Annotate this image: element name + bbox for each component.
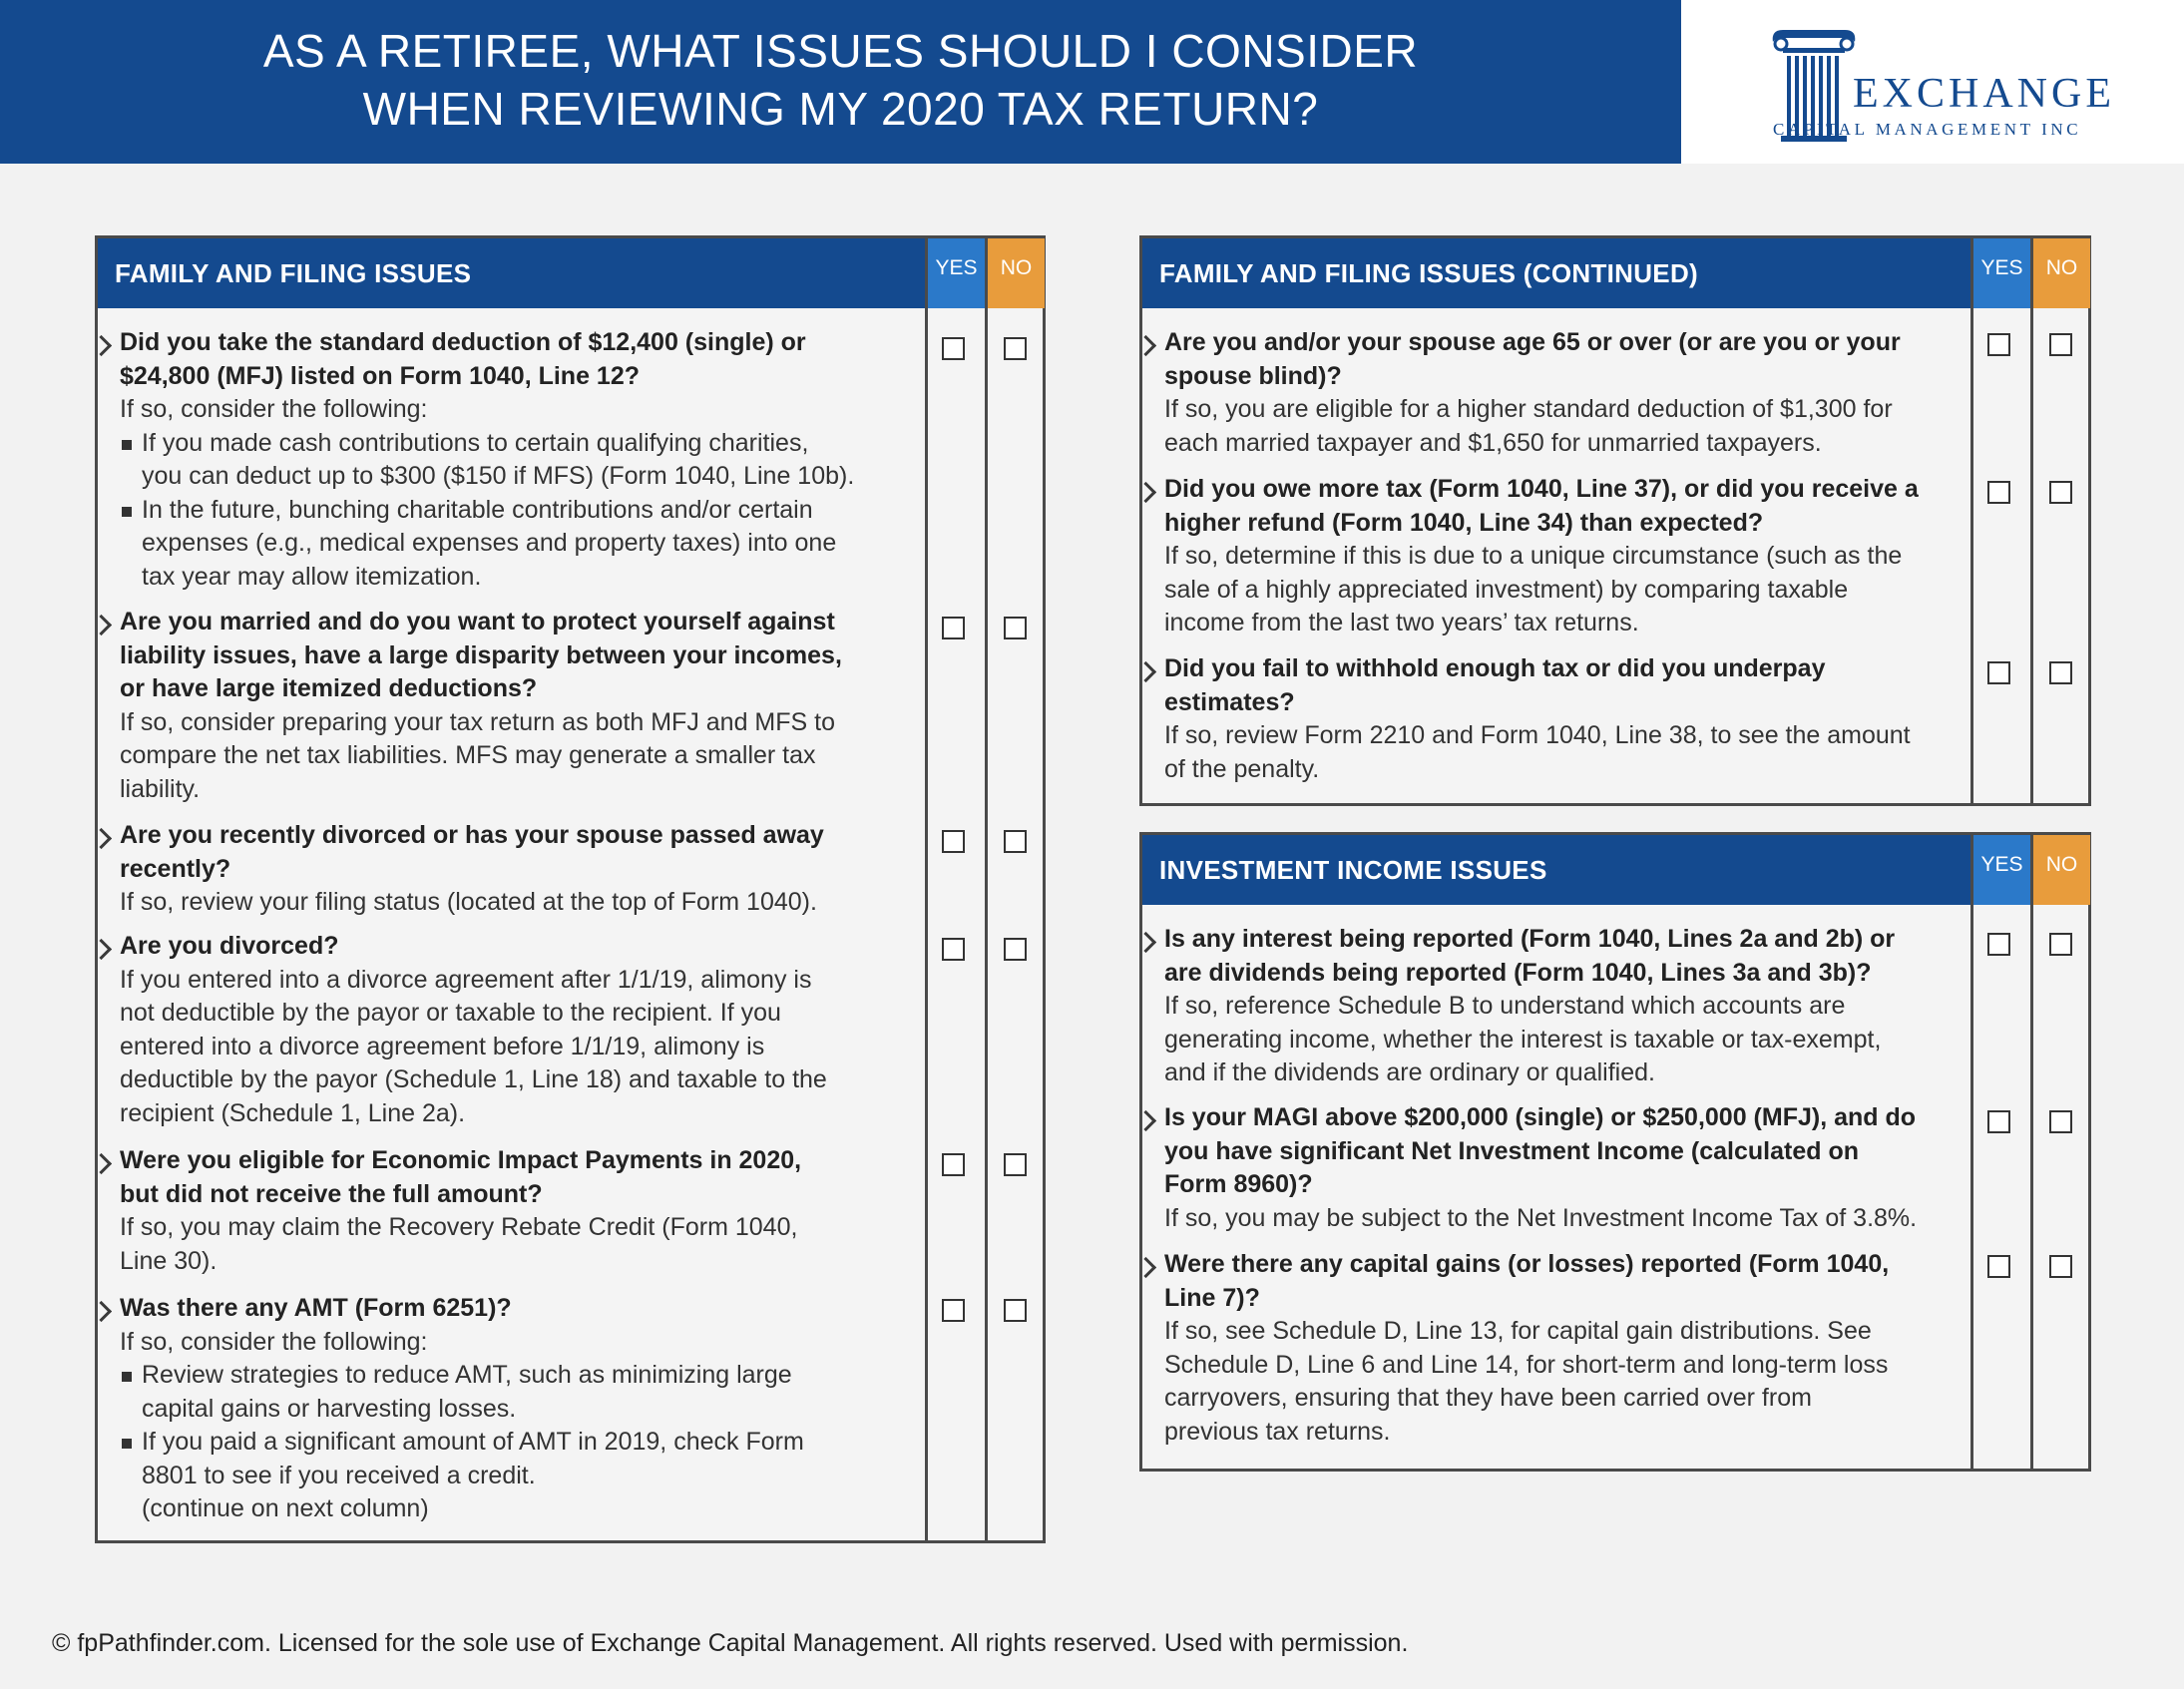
no-checkbox[interactable]	[1004, 337, 1027, 360]
question-married-filing: Are you married and do you want to protect yourself against liability issues, have a large disparity between your incomes, or have large itemized deductions? If so, consider preparing your tax return as both MFJ and MFS to compare the net tax liabilities. MFS may generate a smaller tax liability.	[120, 608, 842, 803]
question-standard-deduction: Did you take the standard deduction of $12,400 (single) or $24,800 (MFJ) listed on Form 1040, Line 12? If so, consider the following: If you made cash contributions to certain qualifying charities, you can deduct up to $300 ($150 if MFS) (Form 1040, Line 10b). In the future, bunching charitable contributions and/or certain expenses (e.g., medical expenses and property taxes) into one tax year may allow itemization.	[120, 326, 854, 594]
chevron-right-icon	[1135, 1110, 1156, 1131]
bullet-item: In the future, bunching charitable contributions and/or certain expenses (e.g., medical expenses and property taxes) into one tax year may allow itemization.	[120, 494, 854, 595]
question-interest-dividends: Is any interest being reported (Form 1040, Lines 2a and 2b) or are dividends being reported (Form 1040, Lines 3a and 3b)? If so, reference Schedule B to understand which accounts are generating income, whether the interest is taxable or tax-exempt, and if the dividends are ordinary or qualified.	[1164, 925, 1896, 1086]
yes-checkbox[interactable]	[942, 1299, 965, 1322]
yes-column-header: YES	[1973, 238, 2030, 308]
chevron-right-icon	[1135, 335, 1156, 356]
no-column-header: NO	[2033, 835, 2090, 905]
question-economic-impact: Were you eligible for Economic Impact Payments in 2020, but did not receive the full amount? If so, you may claim the Recovery Rebate Credit (Form 1040, Line 30).	[120, 1146, 802, 1275]
column-divider	[2030, 238, 2033, 803]
no-checkbox[interactable]	[1004, 1299, 1027, 1322]
yes-checkbox[interactable]	[942, 337, 965, 360]
no-checkbox[interactable]	[1004, 1153, 1027, 1176]
no-checkbox[interactable]	[1004, 617, 1027, 639]
no-checkbox[interactable]	[1004, 938, 1027, 961]
bullet-item: If you made cash contributions to certain qualifying charities, you can deduct up to $300 ($150 if MFS) (Form 1040, Line 10b).	[120, 427, 854, 494]
chevron-right-icon	[1135, 661, 1156, 682]
no-checkbox[interactable]	[2049, 1110, 2072, 1133]
panel-header	[1142, 835, 2088, 905]
panel-title: FAMILY AND FILING ISSUES (CONTINUED)	[1159, 258, 1698, 288]
question-owe-more-tax: Did you owe more tax (Form 1040, Line 37), or did you receive a higher refund (Form 1040, Line 34) than expected? If so, determine if this is due to a unique circumstance (such as the sale of a highly appreciated investment) by comparing taxable income from the last two years’ tax returns.	[1164, 475, 1919, 636]
question-withholding: Did you fail to withhold enough tax or did you underpay estimates? If so, review Form 2210 and Form 1040, Line 38, to see the amount of the penalty.	[1164, 654, 1911, 783]
logo-subtitle: CAPITAL MANAGEMENT INC	[1773, 120, 2082, 139]
panel-title: INVESTMENT INCOME ISSUES	[1159, 855, 1547, 885]
no-column-header: NO	[988, 238, 1045, 308]
chevron-right-icon	[91, 828, 112, 849]
no-checkbox[interactable]	[2049, 661, 2072, 684]
chevron-right-icon	[1135, 482, 1156, 503]
column-divider	[985, 238, 988, 1540]
yes-checkbox[interactable]	[1987, 1110, 2010, 1133]
yes-checkbox[interactable]	[1987, 661, 2010, 684]
family-filing-panel	[95, 235, 1046, 1543]
chevron-right-icon	[1135, 1257, 1156, 1278]
copyright-footer: © fpPathfinder.com. Licensed for the sole use of Exchange Capital Management. All rights reserved. Used with permission.	[52, 1629, 1409, 1657]
question-magi: Is your MAGI above $200,000 (single) or $250,000 (MFJ), and do you have significant Net Investment Income (calculated on Form 8960)? If so, you may be subject to the Net Investment Income Tax of 3.8%.	[1164, 1103, 1918, 1232]
bullet-item: Review strategies to reduce AMT, such as minimizing large capital gains or harvesting losses.	[120, 1359, 804, 1426]
panel-header	[98, 238, 1043, 308]
page-title: AS A RETIREE, WHAT ISSUES SHOULD I CONSIDER WHEN REVIEWING MY 2020 TAX RETURN?	[262, 25, 1419, 135]
yes-checkbox[interactable]	[1987, 933, 2010, 956]
no-column-header: NO	[2033, 238, 2090, 308]
no-checkbox[interactable]	[1004, 830, 1027, 853]
yes-column-header: YES	[928, 238, 985, 308]
column-divider	[925, 238, 928, 1540]
family-filing-continued-panel	[1139, 235, 2091, 806]
question-amt: Was there any AMT (Form 6251)? If so, consider the following: Review strategies to reduce AMT, such as minimizing large capital gains or harvesting losses. If you paid a significant amount of AMT in 2019, check Form 8801 to see if you received a credit. (continue on next column)	[120, 1292, 804, 1526]
yes-checkbox[interactable]	[942, 830, 965, 853]
investment-income-panel	[1139, 832, 2091, 1472]
chevron-right-icon	[91, 1301, 112, 1322]
panel-header	[1142, 238, 2088, 308]
no-checkbox[interactable]	[2049, 933, 2072, 956]
question-recently-divorced: Are you recently divorced or has your spouse passed away recently? If so, review your filing status (located at the top of Form 1040).	[120, 821, 824, 916]
question-capital-gains: Were there any capital gains (or losses) reported (Form 1040, Line 7)? If so, see Schedule D, Line 13, for capital gain distributions. See Schedule D, Line 6 and Line 14, for short-term and long-term loss carryovers, ensuring that they have been carried over from previous tax returns.	[1164, 1250, 1890, 1446]
no-checkbox[interactable]	[2049, 333, 2072, 356]
yes-checkbox[interactable]	[942, 617, 965, 639]
no-checkbox[interactable]	[2049, 481, 2072, 504]
question-age-65: Are you and/or your spouse age 65 or over (or are you or your spouse blind)? If so, you are eligible for a higher standard deduction of $1,300 for each married taxpayer and $1,650 for unmarried taxpayers.	[1164, 328, 1901, 457]
header-banner	[0, 0, 1681, 164]
column-divider	[2030, 835, 2033, 1469]
yes-checkbox[interactable]	[942, 1153, 965, 1176]
yes-checkbox[interactable]	[942, 938, 965, 961]
bullet-item: If you paid a significant amount of AMT in 2019, check Form 8801 to see if you received a credit. (continue on next column)	[120, 1426, 804, 1526]
column-divider	[1970, 835, 1973, 1469]
chevron-right-icon	[91, 335, 112, 356]
yes-column-header: YES	[1973, 835, 2030, 905]
chevron-right-icon	[91, 615, 112, 635]
chevron-right-icon	[91, 939, 112, 960]
column-divider	[1970, 238, 1973, 803]
company-logo	[1681, 0, 2184, 164]
question-divorced: Are you divorced? If you entered into a divorce agreement after 1/1/19, alimony is not deductible by the payor or taxable to the recipient. If you entered into a divorce agreement before 1/1/19, alimony is deductible by the payor (Schedule 1, Line 18) and taxable to the recipient (Schedule 1, Line 2a).	[120, 932, 827, 1127]
chevron-right-icon	[91, 1153, 112, 1174]
no-checkbox[interactable]	[2049, 1255, 2072, 1278]
logo-name: EXCHANGE	[1853, 71, 2115, 117]
panel-title: FAMILY AND FILING ISSUES	[115, 258, 472, 288]
yes-checkbox[interactable]	[1987, 481, 2010, 504]
yes-checkbox[interactable]	[1987, 1255, 2010, 1278]
chevron-right-icon	[1135, 932, 1156, 953]
yes-checkbox[interactable]	[1987, 333, 2010, 356]
